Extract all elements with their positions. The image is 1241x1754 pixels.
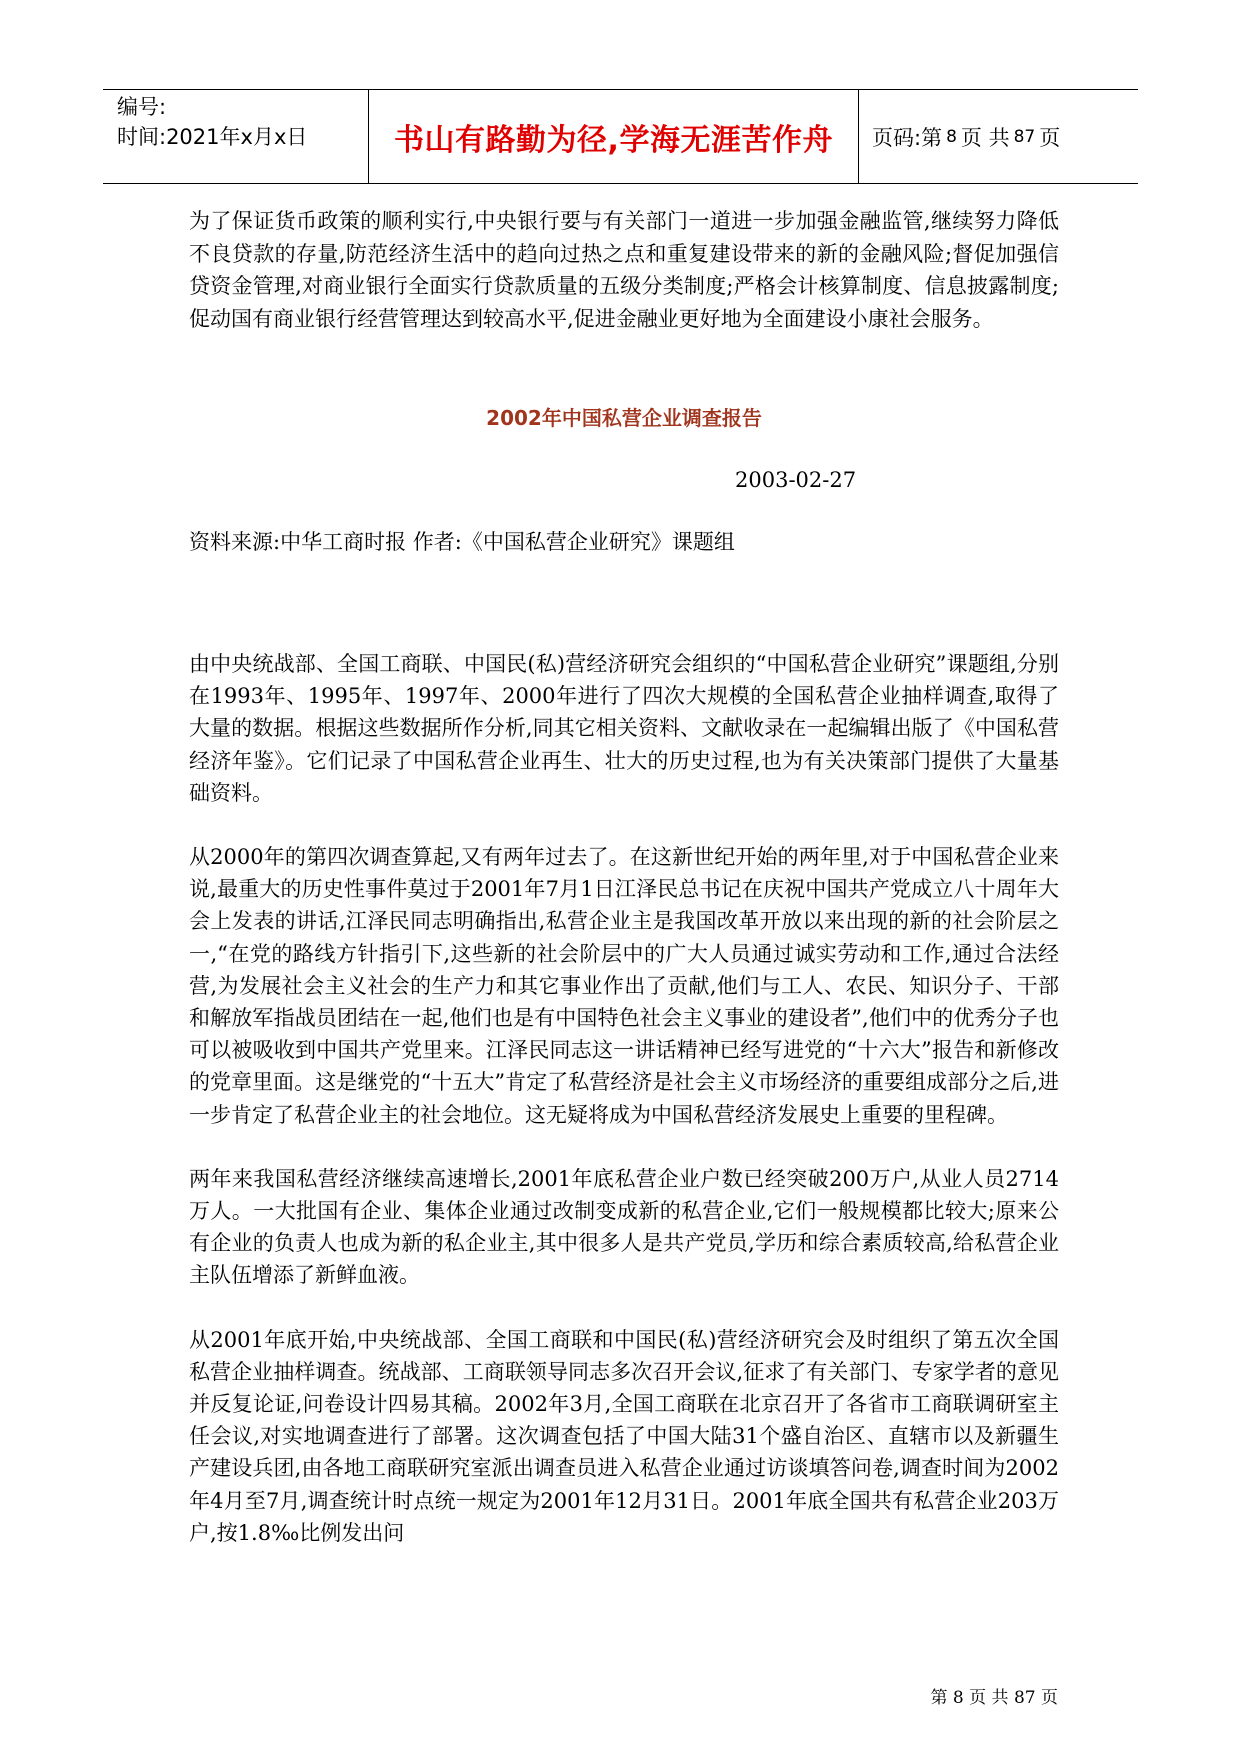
page-suffix: 页 bbox=[1039, 125, 1061, 150]
header-meta bbox=[117, 92, 367, 152]
article-body bbox=[189, 648, 1059, 1581]
body-paragraph: 两年来我国私营经济继续高速增长,2001年底私营企业户数已经突破200万户,从业人员2714万人。一大批国有企业、集体企业通过改制变成新的私营企业,它们一般规模都比较大;原来公有企业的负责人也成为新的私企业主,其中很多人是共产党员,学历和综合素质较高,给私营企业主队伍增添了新鲜血液。 bbox=[189, 1166, 1059, 1288]
intro-section bbox=[189, 205, 1059, 335]
header-page-info bbox=[860, 90, 1138, 183]
document-number-label: 编号: bbox=[117, 95, 167, 119]
body-paragraph: 从2000年的第四次调查算起,又有两年过去了。在这新世纪开始的两年里,对于中国私营企业来说,最重大的历史性事件莫过于2001年7月1日江泽民总书记在庆祝中国共产党成立八十周年大会上发表的讲话,江泽民同志明确指出,私营企业主是我国改革开放以来出现的新的社会阶层之一,“在党的路线方针指引下,这些新的社会阶层中的广大人员通过诚实劳动和工作,通过合法经营,为发展社会主义社会的生产力和其它事业作出了贡献,他们与工人、农民、知识分子、干部和解放军指战员团结在一起,他们也是有中国特色社会主义事业的建设者”,他们中的优秀分子也可以被吸收到中国共产党里来。江泽民同志这一讲话精神已经写进党的“十六大”报告和新修改的党章里面。这是继党的“十五大”肯定了私营经济是社会主义市场经济的重要组成部分之后,进一步肯定了私营企业主的社会地位。这无疑将成为中国私营经济发展史上重要的里程碑。 bbox=[189, 845, 1059, 1127]
page-mid: 页 共 bbox=[960, 125, 1010, 150]
header-divider bbox=[858, 90, 859, 183]
page-footer: 第 8 页 共 87 页 bbox=[930, 1688, 1058, 1708]
document-time-label: 时间:2021年x月x日 bbox=[117, 125, 308, 149]
intro-paragraph: 为了保证货币政策的顺利实行,中央银行要与有关部门一道进一步加强金融监管,继续努力降低不良贷款的存量,防范经济生活中的趋向过热之点和重复建设带来的新的金融风险;督促加强信贷资金管理,对商业银行全面实行贷款质量的五级分类制度;严格会计核算制度、信息披露制度;促动国有商业银行经营管理达到较高水平,促进金融业更好地为全面建设小康社会服务。 bbox=[189, 209, 1059, 331]
article-source: 资料来源:中华工商时报 作者:《中国私营企业研究》课题组 bbox=[189, 530, 735, 554]
article-title: 2002年中国私营企业调查报告 bbox=[486, 406, 762, 430]
body-paragraph: 从2001年底开始,中央统战部、全国工商联和中国民(私)营经济研究会及时组织了第五次全国私营企业抽样调查。统战部、工商联领导同志多次召开会议,征求了有关部门、专家学者的意见并反复论证,问卷设计四易其稿。2002年3月,全国工商联在北京召开了各省市工商联调研室主任会议,对实地调查进行了部署。这次调查包括了中国大陆31个盛自治区、直辖市以及新疆生产建设兵团,由各地工商联研究室派出调查员进入私营企业通过访谈填答问卷,调查时间为2002年4月至7月,调查统计时点统一规定为2001年12月31日。2001年底全国共有私营企业203万户,按1.8‰比例发出问 bbox=[189, 1327, 1059, 1545]
page-total: 87 bbox=[1013, 126, 1036, 147]
body-paragraph: 由中央统战部、全国工商联、中国民(私)营经济研究会组织的“中国私营企业研究”课题组,分别在1993年、1995年、1997年、2000年进行了四次大规模的全国私营企业抽样调查,取得了大量的数据。根据这些数据所作分析,同其它相关资料、文献收录在一起编辑出版了《中国私营经济年鉴》。它们记录了中国私营企业再生、壮大的历史过程,也为有关决策部门提供了大量基础资料。 bbox=[189, 652, 1059, 805]
article-date: 2003-02-27 bbox=[735, 468, 857, 492]
page-prefix: 页码:第 bbox=[872, 125, 943, 150]
page-header bbox=[103, 89, 1138, 184]
header-motto: 书山有路勤为径,学海无涯苦作舟 bbox=[394, 122, 833, 158]
page-current: 8 bbox=[946, 126, 957, 147]
